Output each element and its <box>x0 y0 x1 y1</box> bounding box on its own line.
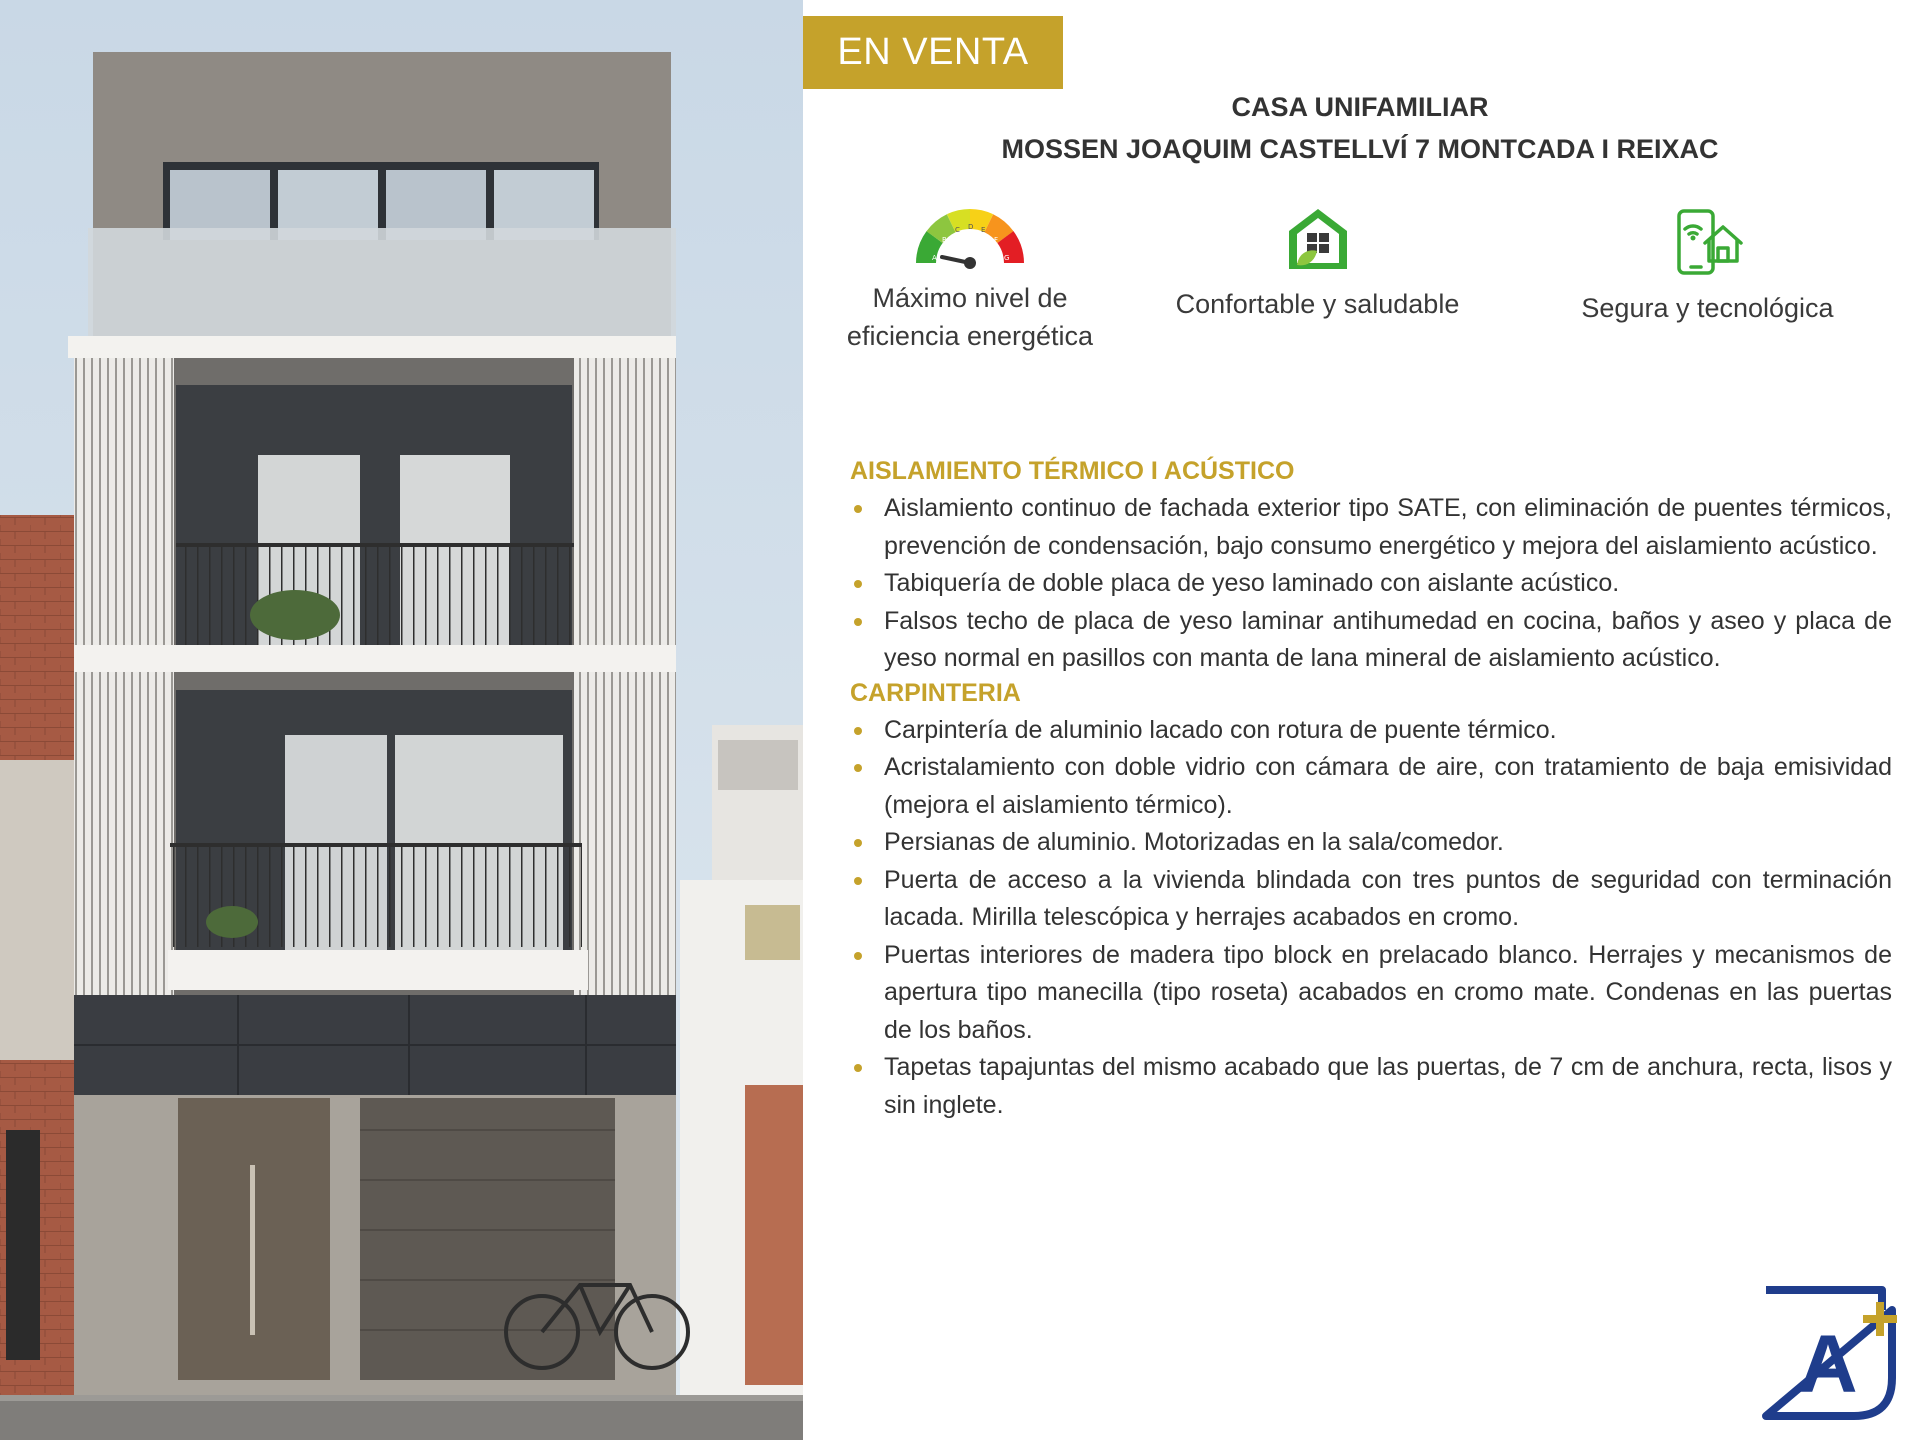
gauge-letter: B <box>942 236 947 244</box>
building-facade-render <box>0 0 803 1440</box>
feature-label: Segura y tecnológica <box>1581 293 1834 323</box>
healthy-home-icon <box>1283 205 1353 275</box>
logo-letter: A <box>1798 1319 1858 1410</box>
insulation-list <box>850 490 1892 678</box>
list-item: Puerta de acceso a la vivienda blindada con tres puntos de seguridad con terminación lacada. Mirilla telescópica y herrajes acabados en cromo. <box>850 862 1892 937</box>
gauge-letter: A <box>932 254 937 262</box>
list-item: Tabiquería de doble placa de yeso laminado con aislante acústico. <box>850 565 1892 603</box>
property-header <box>860 86 1860 170</box>
property-type-title: CASA UNIFAMILIAR <box>1231 92 1489 122</box>
gauge-letter: G <box>1004 254 1010 262</box>
gauge-letter: F <box>994 236 999 244</box>
list-item: Acristalamiento con doble vidrio con cámara de aire, con tratamiento de baja emisividad (mejora el aislamiento térmico). <box>850 749 1892 824</box>
smart-home-phone-icon <box>1671 205 1745 279</box>
carpentry-list <box>850 712 1892 1125</box>
a-plus-logo <box>1762 1286 1912 1421</box>
feature-comfort-health <box>1150 205 1485 323</box>
section-heading-insulation: AISLAMIENTO TÉRMICO I ACÚSTICO <box>850 457 1295 485</box>
feature-energy-efficiency <box>830 205 1110 355</box>
gauge-letter: D <box>968 223 974 231</box>
property-address: MOSSEN JOAQUIM CASTELLVÍ 7 MONTCADA I REIXAC <box>1001 134 1719 164</box>
list-item: Carpintería de aluminio lacado con rotura de puente térmico. <box>850 712 1892 750</box>
energy-rating-gauge-icon <box>912 205 1028 269</box>
feature-label: eficiencia energética <box>846 321 1094 351</box>
feature-label: Máximo nivel de <box>872 283 1068 313</box>
for-sale-badge: EN VENTA <box>803 16 1063 89</box>
list-item: Tapetas tapajuntas del mismo acabado que las puertas, de 7 cm de anchura, recta, lisos y sin inglete. <box>850 1049 1892 1124</box>
list-item: Puertas interiores de madera tipo block en prelacado blanco. Herrajes y mecanismos de apertura tipo manecilla (tipo roseta) acabados en cromo mate. Condenas en las puertas de los baños. <box>850 937 1892 1050</box>
list-item: Aislamiento continuo de fachada exterior tipo SATE, con eliminación de puentes térmicos, prevención de condensación, bajo consumo energético y mejora del aislamiento acústico. <box>850 490 1892 565</box>
list-item: Persianas de aluminio. Motorizadas en la sala/comedor. <box>850 824 1892 862</box>
specifications <box>850 452 1892 1124</box>
feature-secure-tech <box>1555 205 1860 327</box>
section-heading-carpentry: CARPINTERIA <box>850 678 1021 707</box>
gauge-letter: E <box>981 226 986 234</box>
feature-label: Confortable y saludable <box>1175 289 1460 319</box>
list-item: Falsos techo de placa de yeso laminar antihumedad en cocina, baños y aseo y placa de yeso normal en pasillos con manta de lana mineral de aislamiento acústico. <box>850 603 1892 678</box>
gauge-letter: C <box>955 226 960 234</box>
